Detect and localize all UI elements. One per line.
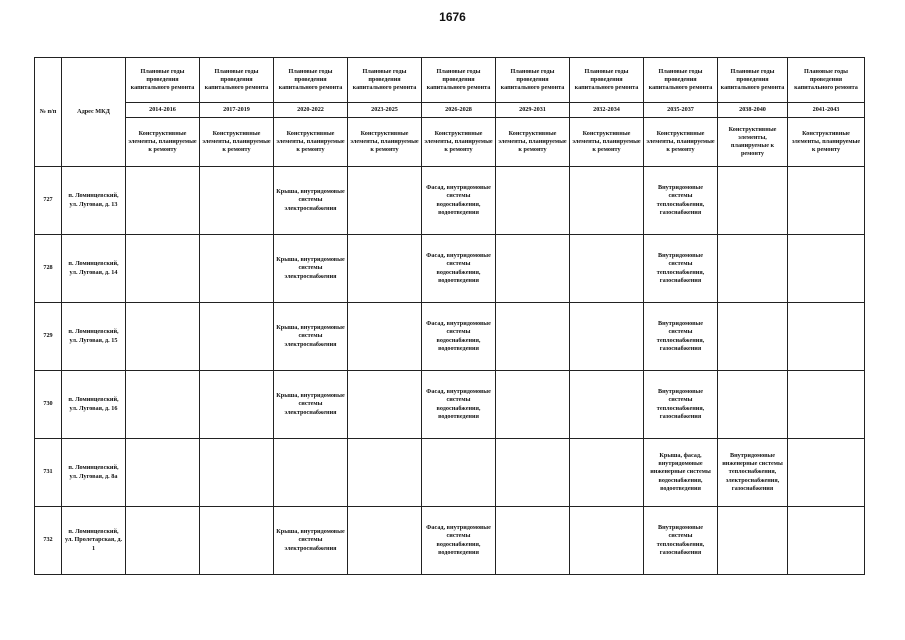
period-years: 2029-2031: [496, 103, 570, 118]
table-row: [35, 303, 865, 371]
period-years: 2020-2022: [274, 103, 348, 118]
repair-elements-cell: [126, 167, 200, 235]
repair-elements-cell: [496, 303, 570, 371]
period-header: Плановые годы проведения капитального ремонта: [496, 58, 570, 103]
period-years: 2023-2025: [348, 103, 422, 118]
table-row: [35, 371, 865, 439]
repair-elements-cell: Крыша, внутридомовые системы электроснабжения: [274, 167, 348, 235]
row-number: 730: [35, 371, 62, 439]
row-number: 731: [35, 439, 62, 507]
repair-elements-cell: [496, 235, 570, 303]
repair-elements-cell: Фасад, внутридомовые системы водоснабжения, водоотведения: [422, 303, 496, 371]
period-header: Плановые годы проведения капитального ремонта: [274, 58, 348, 103]
row-number: 729: [35, 303, 62, 371]
period-sub-header: Конструктивные элементы, планируемые к ремонту: [200, 118, 274, 167]
row-number: 727: [35, 167, 62, 235]
period-header: Плановые годы проведения капитального ремонта: [348, 58, 422, 103]
repair-elements-cell: [200, 439, 274, 507]
page-number: 1676: [439, 10, 466, 24]
repair-elements-cell: Внутридомовые инженерные системы теплоснабжения, электроснабжения, газоснабжения: [718, 439, 788, 507]
repair-elements-cell: Внутридомовые системы теплоснабжения, газоснабжения: [644, 371, 718, 439]
table-row: [35, 439, 865, 507]
repair-elements-cell: [422, 439, 496, 507]
row-address: п. Ломинцевский, ул. Луговая, д. 14: [62, 235, 126, 303]
period-years: 2017-2019: [200, 103, 274, 118]
period-header: Плановые годы проведения капитального ремонта: [126, 58, 200, 103]
period-header: Плановые годы проведения капитального ремонта: [570, 58, 644, 103]
repair-elements-cell: [496, 167, 570, 235]
repair-elements-cell: [348, 167, 422, 235]
repair-elements-cell: [274, 439, 348, 507]
period-sub-header: Конструктивные элементы, планируемые к ремонту: [718, 118, 788, 167]
table-body: [35, 167, 865, 575]
repair-elements-cell: Фасад, внутридомовые системы водоснабжения, водоотведения: [422, 167, 496, 235]
period-sub-header: Конструктивные элементы, планируемые к ремонту: [422, 118, 496, 167]
repair-elements-cell: [348, 303, 422, 371]
repair-elements-cell: [496, 439, 570, 507]
repair-elements-cell: Внутридомовые системы теплоснабжения, газоснабжения: [644, 167, 718, 235]
period-header: Плановые годы проведения капитального ремонта: [200, 58, 274, 103]
period-years: 2041-2043: [788, 103, 865, 118]
repair-elements-cell: [200, 507, 274, 575]
period-header: Плановые годы проведения капитального ремонта: [644, 58, 718, 103]
row-number: 728: [35, 235, 62, 303]
repair-elements-cell: [126, 303, 200, 371]
repair-elements-cell: [570, 235, 644, 303]
repair-elements-cell: [126, 507, 200, 575]
repair-elements-cell: [570, 371, 644, 439]
period-sub-header: Конструктивные элементы, планируемые к ремонту: [348, 118, 422, 167]
row-address: п. Ломинцевский, ул. Пролетарская, д. 1: [62, 507, 126, 575]
period-years: 2026-2028: [422, 103, 496, 118]
period-years: 2035-2037: [644, 103, 718, 118]
row-address: п. Ломинцевский, ул. Луговая, д. 16: [62, 371, 126, 439]
repair-elements-cell: [496, 371, 570, 439]
repair-elements-cell: [570, 303, 644, 371]
repair-elements-cell: Крыша, внутридомовые системы электроснабжения: [274, 371, 348, 439]
repair-elements-cell: [348, 439, 422, 507]
period-header: Плановые годы проведения капитального ремонта: [718, 58, 788, 103]
repair-elements-cell: [348, 507, 422, 575]
row-address: п. Ломинцевский, ул. Луговая, д. 15: [62, 303, 126, 371]
repair-elements-cell: Внутридомовые системы теплоснабжения, газоснабжения: [644, 507, 718, 575]
repair-elements-cell: Крыша, внутридомовые системы электроснабжения: [274, 235, 348, 303]
period-years: 2014-2016: [126, 103, 200, 118]
repair-elements-cell: [126, 439, 200, 507]
table-row: [35, 507, 865, 575]
period-sub-header: Конструктивные элементы, планируемые к ремонту: [496, 118, 570, 167]
repair-elements-cell: Фасад, внутридомовые системы водоснабжения, водоотведения: [422, 371, 496, 439]
capital-repair-schedule-table: [34, 57, 865, 575]
repair-elements-cell: [200, 371, 274, 439]
period-sub-header: Конструктивные элементы, планируемые к ремонту: [274, 118, 348, 167]
header-row-periods: [35, 58, 865, 103]
repair-elements-cell: [788, 439, 865, 507]
repair-elements-cell: [126, 235, 200, 303]
period-header: Плановые годы проведения капитального ремонта: [788, 58, 865, 103]
repair-elements-cell: Внутридомовые системы теплоснабжения, газоснабжения: [644, 235, 718, 303]
row-address: п. Ломинцевский, ул. Луговая, д. 8а: [62, 439, 126, 507]
repair-elements-cell: [126, 371, 200, 439]
header-row-elements: [35, 118, 865, 167]
repair-elements-cell: Фасад, внутридомовые системы водоснабжения, водоотведения: [422, 507, 496, 575]
row-address: п. Ломинцевский, ул. Луговая, д. 13: [62, 167, 126, 235]
repair-elements-cell: [718, 303, 788, 371]
repair-elements-cell: Крыша, фасад, внутридомовые инженерные системы водоснабжения, водоотведения: [644, 439, 718, 507]
repair-elements-cell: [348, 235, 422, 303]
row-number: 732: [35, 507, 62, 575]
repair-elements-cell: [348, 371, 422, 439]
col-num-header: № п/п: [35, 58, 62, 167]
repair-elements-cell: [570, 167, 644, 235]
table-row: [35, 235, 865, 303]
repair-elements-cell: [200, 235, 274, 303]
repair-elements-cell: [718, 235, 788, 303]
repair-elements-cell: [788, 303, 865, 371]
repair-elements-cell: [718, 507, 788, 575]
repair-elements-cell: Крыша, внутридомовые системы электроснабжения: [274, 507, 348, 575]
header-row-years: [35, 103, 865, 118]
repair-elements-cell: [718, 371, 788, 439]
period-sub-header: Конструктивные элементы, планируемые к ремонту: [788, 118, 865, 167]
repair-elements-cell: [718, 167, 788, 235]
repair-elements-cell: Фасад, внутридомовые системы водоснабжения, водоотведения: [422, 235, 496, 303]
period-years: 2038-2040: [718, 103, 788, 118]
repair-elements-cell: [200, 167, 274, 235]
repair-elements-cell: [570, 507, 644, 575]
col-address-header: Адрес МКД: [62, 58, 126, 167]
table-row: [35, 167, 865, 235]
repair-elements-cell: [788, 371, 865, 439]
period-sub-header: Конструктивные элементы, планируемые к ремонту: [644, 118, 718, 167]
repair-elements-cell: Внутридомовые системы теплоснабжения, газоснабжения: [644, 303, 718, 371]
period-years: 2032-2034: [570, 103, 644, 118]
repair-elements-cell: [788, 507, 865, 575]
repair-elements-cell: [788, 167, 865, 235]
repair-elements-cell: [570, 439, 644, 507]
repair-elements-cell: [788, 235, 865, 303]
repair-elements-cell: [496, 507, 570, 575]
period-sub-header: Конструктивные элементы, планируемые к ремонту: [570, 118, 644, 167]
period-sub-header: Конструктивные элементы, планируемые к ремонту: [126, 118, 200, 167]
repair-elements-cell: [200, 303, 274, 371]
period-header: Плановые годы проведения капитального ремонта: [422, 58, 496, 103]
repair-elements-cell: Крыша, внутридомовые системы электроснабжения: [274, 303, 348, 371]
